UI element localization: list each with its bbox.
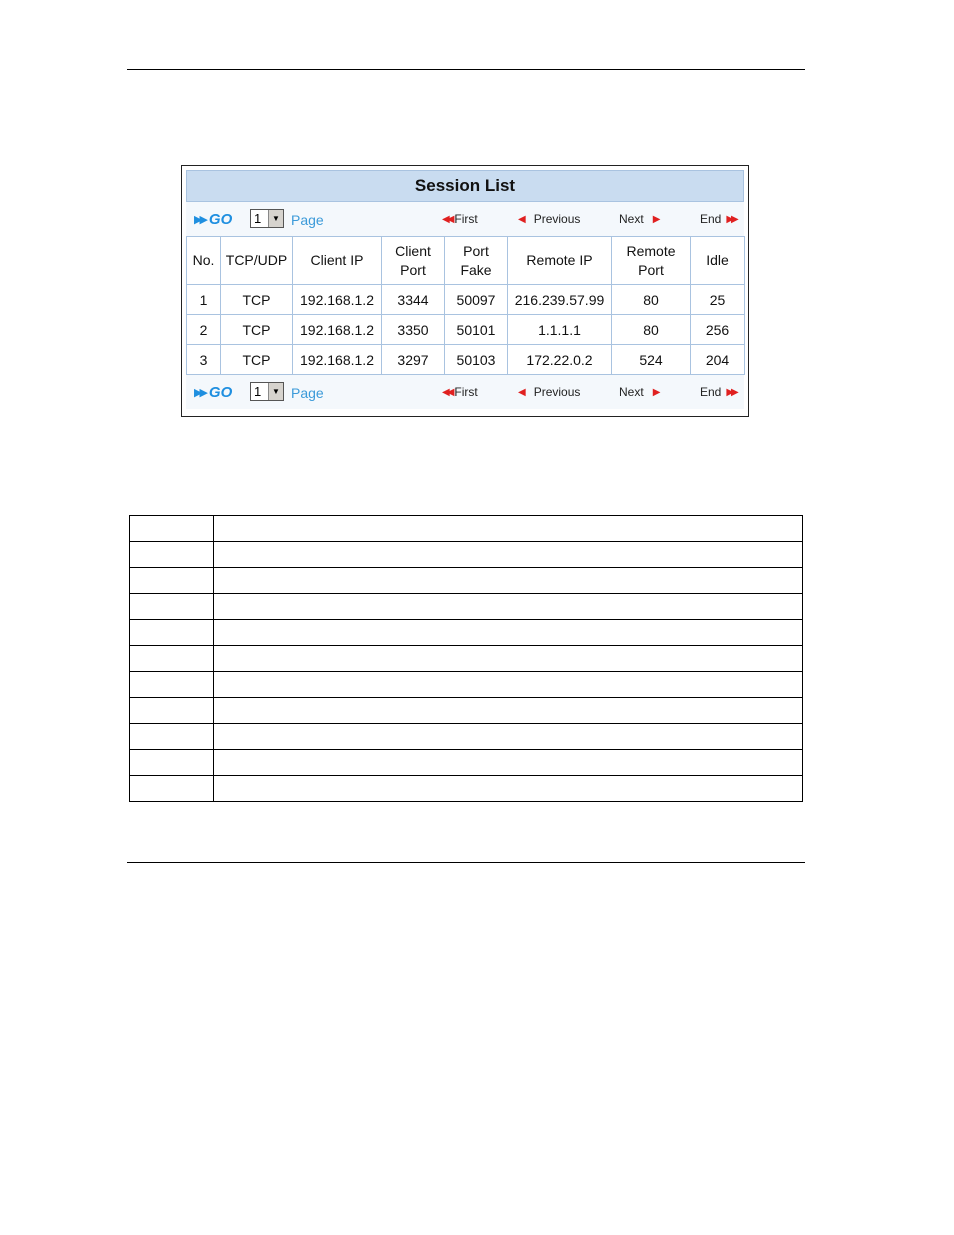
- table-cell: 524: [612, 345, 691, 375]
- description-cell: [214, 594, 803, 620]
- triangle-right-icon: ▶: [652, 213, 661, 225]
- table-header-row: [187, 237, 745, 285]
- table-row: [130, 776, 803, 802]
- table-row: [130, 672, 803, 698]
- session-list-screenshot: [181, 165, 749, 417]
- column-header: Port Fake: [445, 237, 508, 285]
- table-cell: 50103: [445, 345, 508, 375]
- table-cell: TCP: [221, 345, 293, 375]
- end-link[interactable]: [700, 212, 736, 226]
- table-cell: 50101: [445, 315, 508, 345]
- label-cell: [130, 776, 214, 802]
- next-link[interactable]: [619, 212, 660, 226]
- page-select[interactable]: [250, 382, 284, 401]
- table-row: [130, 542, 803, 568]
- go-button[interactable]: [194, 211, 232, 228]
- description-cell: [214, 620, 803, 646]
- session-table: [186, 236, 745, 375]
- table-cell: 50097: [445, 285, 508, 315]
- table-cell: 1.1.1.1: [508, 315, 612, 345]
- label-cell: [130, 646, 214, 672]
- table-cell: 1: [187, 285, 221, 315]
- description-cell: [214, 646, 803, 672]
- next-label: Next: [619, 385, 644, 399]
- table-row: [187, 315, 745, 345]
- table-cell: 192.168.1.2: [293, 315, 382, 345]
- table-row: [187, 285, 745, 315]
- table-row: [130, 568, 803, 594]
- skip-back-icon: ◀◀: [442, 386, 452, 398]
- triangle-left-icon: ◀: [518, 386, 526, 398]
- session-list-panel: [186, 170, 744, 412]
- label-cell: [130, 594, 214, 620]
- table-cell: 3350: [382, 315, 445, 345]
- table-cell: 80: [612, 285, 691, 315]
- skip-forward-icon: ▶▶: [194, 214, 205, 226]
- skip-back-icon: ◀◀: [442, 213, 452, 225]
- description-cell: [214, 672, 803, 698]
- pagination-bottom: [186, 375, 744, 409]
- page-select-value: 1: [254, 384, 262, 399]
- table-row: [130, 646, 803, 672]
- table-cell: 256: [691, 315, 745, 345]
- go-label: GO: [208, 384, 233, 401]
- description-cell: [214, 698, 803, 724]
- table-row: [130, 750, 803, 776]
- triangle-right-icon: ▶: [652, 386, 661, 398]
- table-cell: TCP: [221, 315, 293, 345]
- table-cell: TCP: [221, 285, 293, 315]
- table-cell: 216.239.57.99: [508, 285, 612, 315]
- column-header: Idle: [691, 237, 745, 285]
- description-cell: [214, 750, 803, 776]
- label-cell: [130, 620, 214, 646]
- end-label: End: [700, 385, 722, 399]
- description-table: [129, 515, 803, 802]
- skip-forward-icon: ▶▶: [726, 213, 736, 225]
- previous-label: Previous: [533, 212, 581, 226]
- table-row: [130, 620, 803, 646]
- next-label: Next: [619, 212, 644, 226]
- column-header: Remote Port: [612, 237, 691, 285]
- label-cell: [130, 568, 214, 594]
- table-cell: 3297: [382, 345, 445, 375]
- description-cell: [214, 516, 803, 542]
- previous-link[interactable]: [518, 212, 580, 226]
- description-cell: [214, 568, 803, 594]
- first-link[interactable]: [442, 385, 478, 399]
- table-cell: 192.168.1.2: [293, 345, 382, 375]
- table-cell: 192.168.1.2: [293, 285, 382, 315]
- label-cell: [130, 542, 214, 568]
- column-header: Remote IP: [508, 237, 612, 285]
- column-header: TCP/UDP: [221, 237, 293, 285]
- chevron-down-icon[interactable]: ▼: [268, 210, 283, 227]
- label-cell: [130, 698, 214, 724]
- go-label: GO: [208, 211, 233, 228]
- table-row: [130, 516, 803, 542]
- table-cell: 3: [187, 345, 221, 375]
- page-select[interactable]: [250, 209, 284, 228]
- column-header: No.: [187, 237, 221, 285]
- description-cell: [214, 776, 803, 802]
- end-link[interactable]: [700, 385, 736, 399]
- label-cell: [130, 724, 214, 750]
- next-link[interactable]: [619, 385, 660, 399]
- table-cell: 2: [187, 315, 221, 345]
- table-cell: 80: [612, 315, 691, 345]
- page-select-value: 1: [254, 211, 262, 226]
- table-row: [187, 345, 745, 375]
- table-row: [130, 698, 803, 724]
- chevron-down-icon[interactable]: ▼: [268, 383, 283, 400]
- table-cell: 3344: [382, 285, 445, 315]
- previous-link[interactable]: [518, 385, 580, 399]
- first-label: First: [454, 385, 478, 399]
- skip-forward-icon: ▶▶: [726, 386, 736, 398]
- label-cell: [130, 672, 214, 698]
- column-header: Client IP: [293, 237, 382, 285]
- description-cell: [214, 724, 803, 750]
- table-cell: 172.22.0.2: [508, 345, 612, 375]
- panel-title: Session List: [186, 170, 744, 202]
- first-link[interactable]: [442, 212, 478, 226]
- table-cell: 25: [691, 285, 745, 315]
- go-button[interactable]: [194, 384, 232, 401]
- previous-label: Previous: [533, 385, 581, 399]
- header-rule: [127, 69, 805, 70]
- end-label: End: [700, 212, 722, 226]
- skip-forward-icon: ▶▶: [194, 387, 205, 399]
- first-label: First: [454, 212, 478, 226]
- label-cell: [130, 750, 214, 776]
- table-row: [130, 594, 803, 620]
- column-header: Client Port: [382, 237, 445, 285]
- footer-rule: [127, 862, 805, 863]
- page-label: Page: [291, 212, 324, 228]
- description-cell: [214, 542, 803, 568]
- pagination-top: [186, 202, 744, 236]
- page-label: Page: [291, 385, 324, 401]
- table-row: [130, 724, 803, 750]
- table-cell: 204: [691, 345, 745, 375]
- triangle-left-icon: ◀: [518, 213, 526, 225]
- label-cell: [130, 516, 214, 542]
